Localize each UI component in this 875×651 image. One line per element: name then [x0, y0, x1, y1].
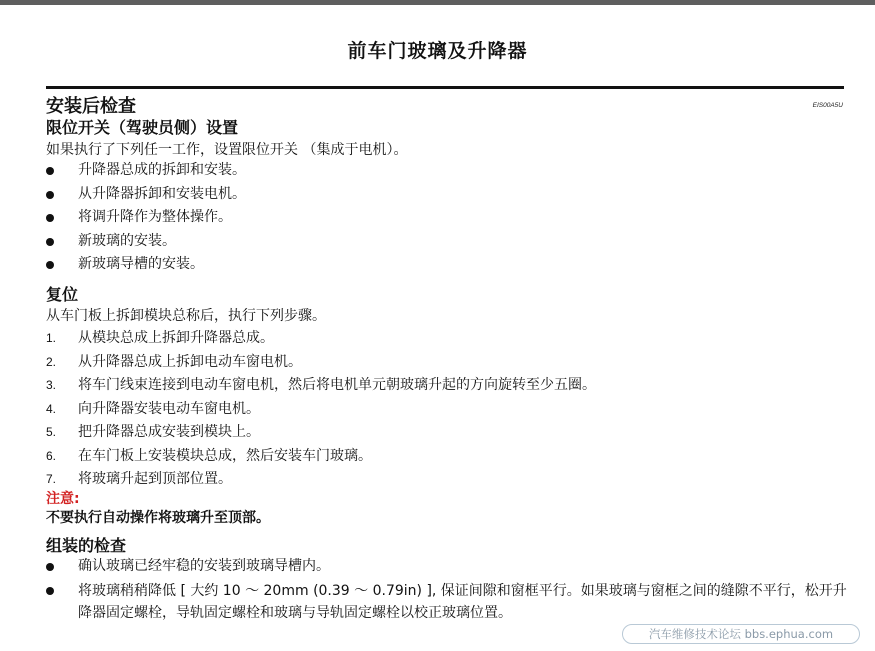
assembly-heading: 组装的检查 — [46, 536, 127, 555]
reset-intro: 从车门板上拆卸模块总称后，执行下列步骤。 — [46, 308, 326, 324]
forum-watermark: 汽车维修技术论坛 bbs.ephua.com — [622, 624, 860, 644]
caution-text: 不要执行自动操作将玻璃升至顶部。 — [46, 510, 270, 526]
bullet-icon — [46, 587, 54, 595]
bullet-icon — [46, 238, 54, 246]
bullet-icon — [46, 261, 54, 269]
bullet-icon — [46, 191, 54, 199]
title-rule — [46, 86, 844, 89]
page-title: 前车门玻璃及升降器 — [347, 40, 528, 62]
section-code: EIS00A5U — [812, 102, 843, 109]
limit-switch-heading: 限位开关（驾驶员侧）设置 — [46, 118, 239, 137]
top-bar — [0, 0, 875, 5]
caution-label: 注意: — [46, 491, 80, 507]
bullet-icon — [46, 167, 54, 175]
reset-heading: 复位 — [46, 285, 79, 304]
limit-switch-intro: 如果执行了下列任一工作，设置限位开关 （集成于电机）。 — [46, 142, 408, 158]
bullet-icon — [46, 563, 54, 571]
section-title: 安装后检查 — [46, 96, 136, 117]
bullet-icon — [46, 214, 54, 222]
